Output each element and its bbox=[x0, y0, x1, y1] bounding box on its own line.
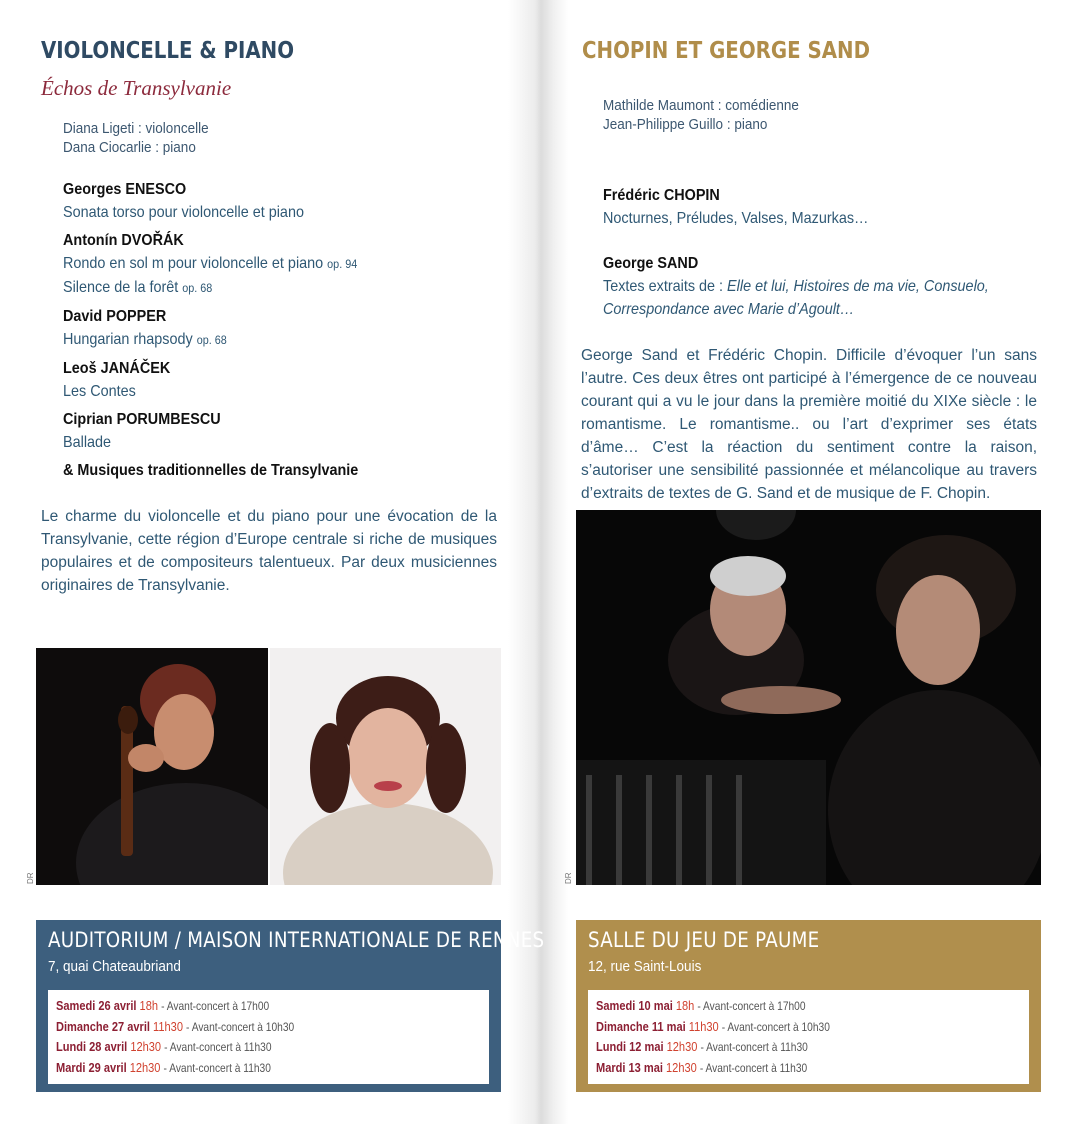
venue-box bbox=[36, 920, 545, 1092]
work: Sonata torso pour violoncelle et piano bbox=[63, 204, 304, 221]
program-list bbox=[63, 179, 391, 482]
program-list bbox=[603, 185, 1032, 321]
work: Rondo en sol m pour violoncelle et piano op. 94 bbox=[63, 255, 358, 272]
work: Ballade bbox=[63, 434, 112, 451]
composer: George SAND bbox=[603, 255, 699, 272]
composer: & Musiques traditionnelles de Transylvanie bbox=[63, 462, 359, 479]
concert-description: Le charme du violoncelle et du piano pour une évocation de la Transylvanie, cette région d’Europe centrale si riche de musiques populaires et de compositeurs talentueux. Par deux musiciennes originaires de Transylvanie. bbox=[41, 508, 497, 594]
venue-box bbox=[576, 920, 1041, 1092]
performer: Mathilde Maumont : comédienne bbox=[603, 97, 799, 114]
venue-name: SALLE DU JEU DE PAUME bbox=[588, 928, 820, 952]
performer: Jean-Philippe Guillo : piano bbox=[603, 116, 768, 133]
pianist-photo bbox=[270, 648, 501, 885]
date-row: Samedi 26 avril 18h - Avant-concert à 17h00 bbox=[56, 998, 270, 1013]
date-row: Mardi 13 mai 12h30 - Avant-concert à 11h30 bbox=[596, 1059, 808, 1075]
concert-title: VIOLONCELLE & PIANO bbox=[41, 38, 295, 64]
concert-title: CHOPIN ET GEORGE SAND bbox=[582, 38, 871, 64]
composer: Ciprian PORUMBESCU bbox=[63, 411, 221, 428]
cellist-photo bbox=[36, 648, 268, 885]
date-row: Dimanche 27 avril 11h30 - Avant-concert à 10h30 bbox=[56, 1018, 295, 1034]
work: Nocturnes, Préludes, Valses, Mazurkas… bbox=[603, 210, 869, 227]
duo-photo bbox=[576, 510, 1041, 885]
photo-credit: DR bbox=[26, 872, 35, 884]
venue-name: AUDITORIUM / MAISON INTERNATIONALE DE RENNES bbox=[48, 928, 545, 952]
date-row: Dimanche 11 mai 11h30 - Avant-concert à 10h30 bbox=[596, 1018, 830, 1034]
performers bbox=[603, 96, 799, 134]
performers bbox=[63, 119, 209, 157]
work: Correspondance avec Marie d’Agoult… bbox=[603, 301, 855, 318]
concert-description: George Sand et Frédéric Chopin. Difficile d’évoquer l’un sans l’autre. Ces deux êtres ont participé à l’émergence de ce nouveau courant qui a vu le jour dans la première moitié du XIXe siècle : le romantisme. Le romantisme.. ou l’art d’exprimer ses états d’âme… C’est la réaction du sentiment contre la raison, s’autoriser une sensibilité passionnée et mélancolique au travers d’extraits de textes de G. Sand et de musique de F. Chopin. bbox=[581, 347, 1037, 502]
venue-address: 7, quai Chateaubriand bbox=[48, 958, 181, 975]
work: Silence de la forêt op. 68 bbox=[63, 279, 213, 296]
venue-address: 12, rue Saint-Louis bbox=[588, 958, 702, 975]
dates-list bbox=[48, 990, 489, 1084]
work: Hungarian rhapsody op. 68 bbox=[63, 331, 227, 348]
date-row: Mardi 29 avril 12h30 - Avant-concert à 11h30 bbox=[56, 1059, 271, 1075]
performer: Diana Ligeti : violoncelle bbox=[63, 120, 209, 137]
work: Textes extraits de : Elle et lui, Histoires de ma vie, Consuelo, bbox=[603, 278, 989, 295]
composer: Frédéric CHOPIN bbox=[603, 187, 720, 204]
performer: Dana Ciocarlie : piano bbox=[63, 139, 196, 156]
composer: David POPPER bbox=[63, 308, 167, 325]
composer: Georges ENESCO bbox=[63, 181, 187, 198]
right-page bbox=[537, 0, 1074, 1124]
work: Les Contes bbox=[63, 383, 136, 400]
composer: Antonín DVOŘÁK bbox=[63, 232, 184, 249]
date-row: Lundi 28 avril 12h30 - Avant-concert à 11h30 bbox=[56, 1039, 272, 1054]
concert-subtitle: Échos de Transylvanie bbox=[41, 76, 232, 100]
date-row: Samedi 10 mai 18h - Avant-concert à 17h00 bbox=[596, 998, 806, 1013]
date-row: Lundi 12 mai 12h30 - Avant-concert à 11h30 bbox=[596, 1039, 808, 1054]
composer: Leoš JANÁČEK bbox=[63, 360, 171, 377]
dates-list bbox=[588, 990, 1029, 1084]
photo-credit: DR bbox=[564, 872, 573, 884]
